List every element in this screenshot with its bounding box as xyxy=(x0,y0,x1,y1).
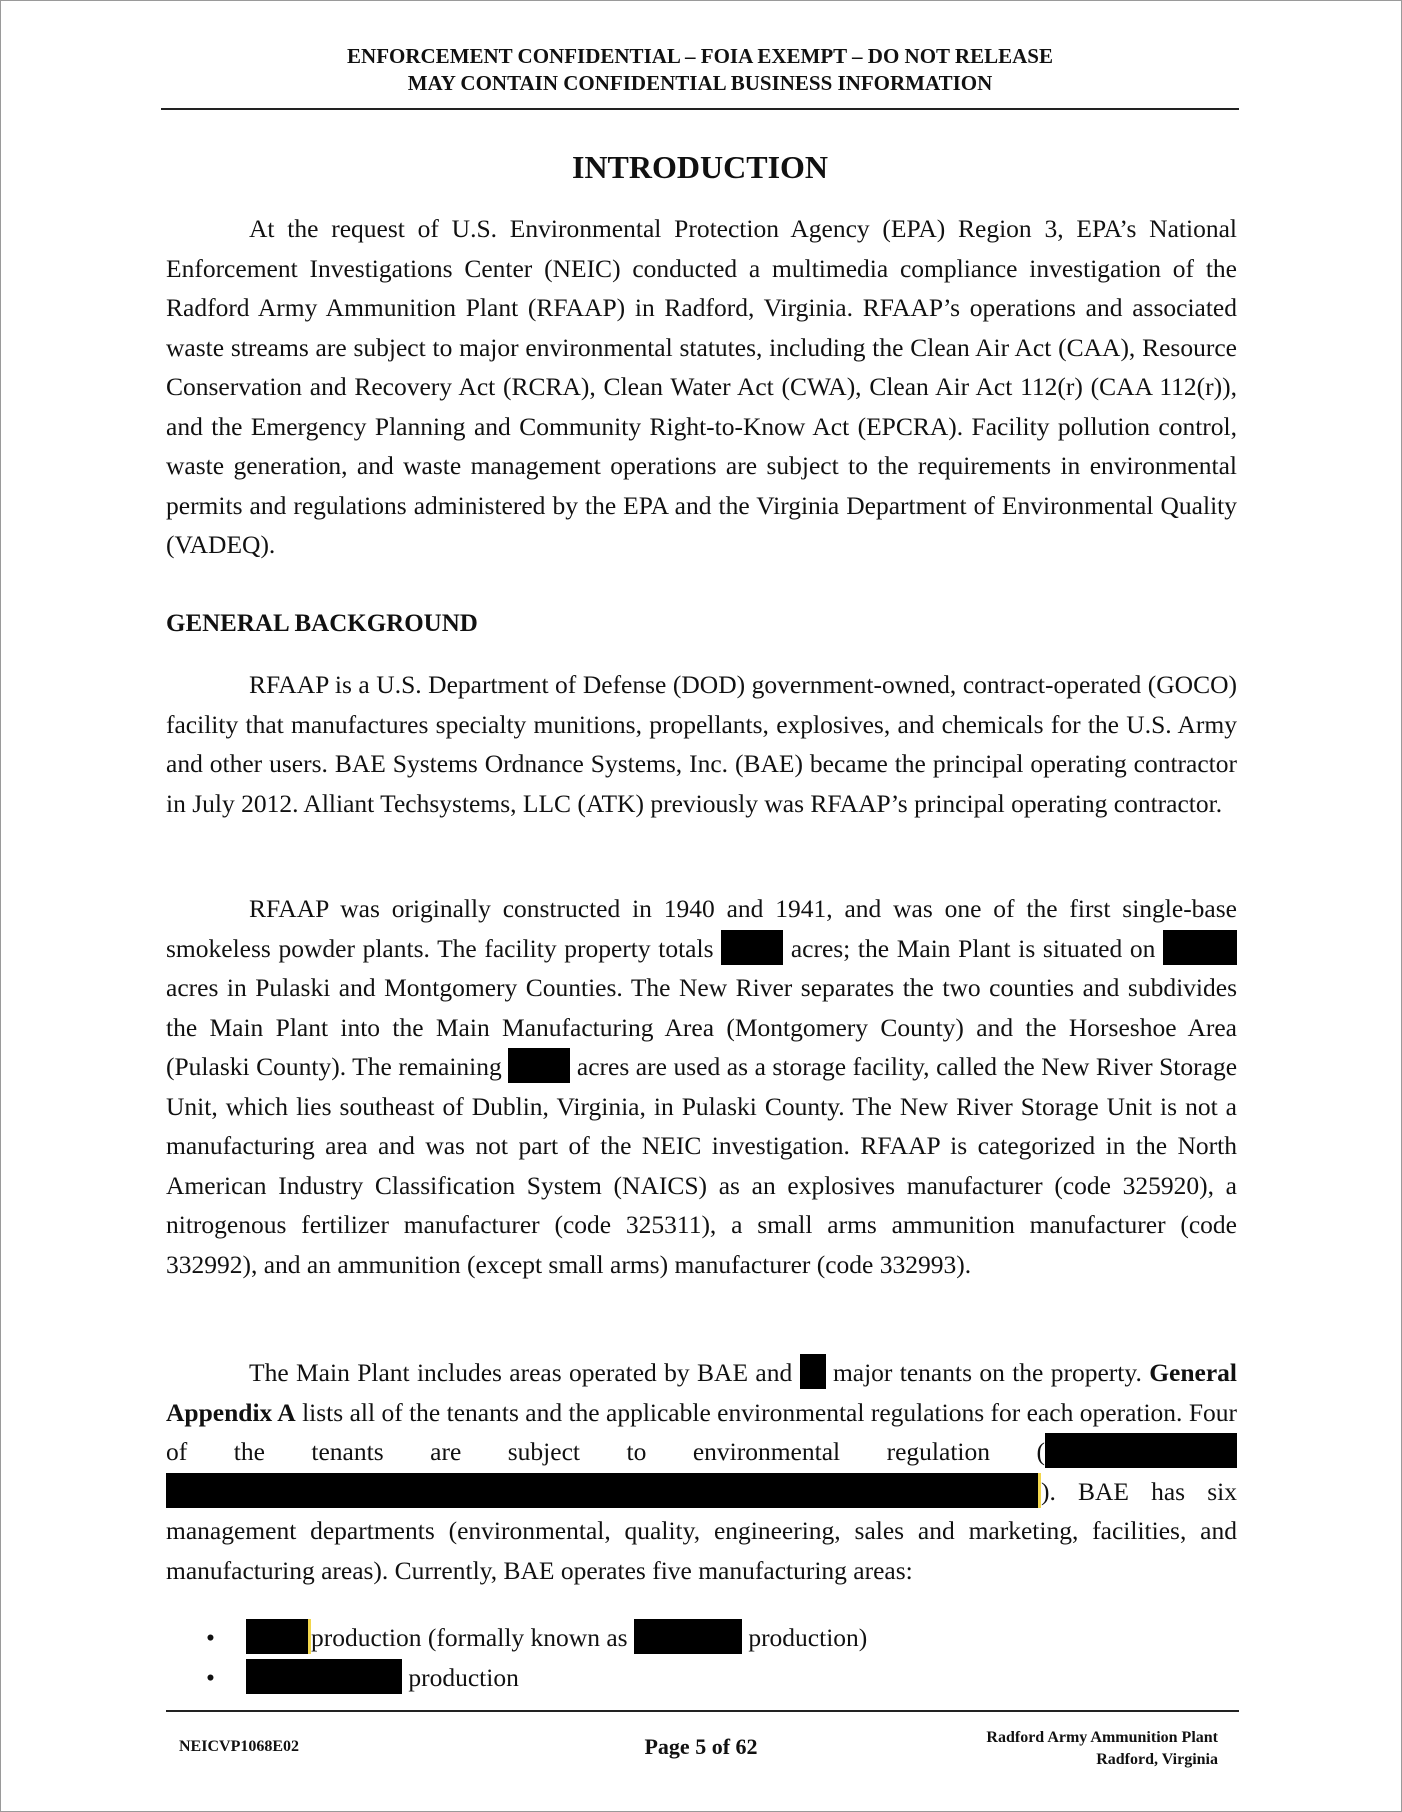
history-section xyxy=(166,889,1237,1284)
background-paragraph: RFAAP is a U.S. Department of Defense (DOD) government-owned, contract-operated (GOCO) facility that manufactures specialty munitions, propellants, explosives, and chemicals for the U.S. Army and other users. BAE Systems Ordnance Systems, Inc. (BAE) became the principal operating contractor in July 2012. Alliant Techsystems, LLC (ATK) previously was RFAAP’s principal operating contractor. xyxy=(166,670,1237,818)
bullet-text-a: production (formally known as xyxy=(311,1623,628,1652)
redaction-block xyxy=(246,1659,402,1694)
site-line-1: Radford Army Ammunition Plant xyxy=(986,1729,1218,1746)
history-text-1: RFAAP was originally constructed in 1940 and 1941, and was one of the first single-base smokeless powder plants. The facility property totals xyxy=(166,894,1237,963)
site-line-2: Radford, Virginia xyxy=(1096,1751,1218,1768)
header-line-2: MAY CONTAIN CONFIDENTIAL BUSINESS INFORMATION xyxy=(407,71,993,95)
tenants-section xyxy=(166,1353,1237,1590)
redaction-block xyxy=(634,1619,742,1654)
history-text-4: acres are used as a storage facility, called the New River Storage Unit, which lies southeast of Dublin, Virginia, in Pulaski County. The New River Storage Unit is not a manufacturing area and was not part of the NEIC investigation. RFAAP is categorized in the North American Industry Classification System (NAICS) as an explosives manufacturer (code 325920), a nitrogenous fertilizer manufacturer (code 325311), a small arms ammunition manufacturer (code 332992), and an ammunition (except small arms) manufacturer (code 332993). xyxy=(166,1052,1238,1279)
tenants-text-4: ). BAE has six management departments (environmental, quality, engineering, sales and marketing, facilities, and manufacturing areas). Currently, BAE operates five manufacturing areas: xyxy=(166,1476,1237,1585)
redaction-block xyxy=(508,1048,570,1083)
document-id: NEICVP1068E02 xyxy=(179,1738,300,1755)
intro-section xyxy=(166,209,1237,565)
redaction-block xyxy=(1163,930,1237,965)
tenants-text-2: major tenants on the property. xyxy=(832,1358,1142,1387)
redaction-block xyxy=(1045,1433,1237,1468)
confidentiality-header xyxy=(161,43,1239,97)
tenants-paragraph xyxy=(166,1353,1237,1590)
section-heading: GENERAL BACKGROUND xyxy=(166,610,478,637)
bullet-text-b: production) xyxy=(748,1623,868,1652)
bullet-icon: • xyxy=(206,1623,215,1652)
manufacturing-areas-list xyxy=(166,1618,1166,1698)
bullet-text-a: production xyxy=(408,1663,519,1692)
redaction-block xyxy=(638,1473,1041,1508)
appendix-reference: General Appendix A xyxy=(166,1358,1238,1427)
redaction-block xyxy=(800,1354,826,1389)
header-line-1: ENFORCEMENT CONFIDENTIAL – FOIA EXEMPT – DO NOT RELEASE xyxy=(347,44,1053,68)
tenants-text-3: lists all of the tenants and the applicable environmental regulations for each operation. Four of the tenants are subject to environmental regulation ( xyxy=(166,1397,1237,1466)
page-number: Page 5 of 62 xyxy=(644,1734,758,1759)
site-name xyxy=(986,1727,1218,1771)
header-rule xyxy=(161,108,1239,110)
redaction-block xyxy=(166,1473,638,1508)
background-section xyxy=(166,665,1237,823)
history-text-3: acres in Pulaski and Montgomery Counties. The New River separates the two counties and subdivides the Main Plant into the Main Manufacturing Area (Montgomery County) and the Horseshoe Area (Pulaski County). The remaining xyxy=(166,973,1237,1081)
bullet-icon: • xyxy=(206,1663,215,1692)
page-title: INTRODUCTION xyxy=(571,149,829,185)
history-paragraph xyxy=(166,889,1237,1284)
redaction-block xyxy=(721,930,783,965)
list-item xyxy=(166,1658,1166,1698)
list-item xyxy=(166,1618,1166,1658)
history-text-2: acres; the Main Plant is situated on xyxy=(790,933,1156,963)
intro-paragraph: At the request of U.S. Environmental Protection Agency (EPA) Region 3, EPA’s National Enforcement Investigations Center (NEIC) conducted a multimedia compliance investigation of the Radford Army Ammunition Plant (RFAAP) in Radford, Virginia. RFAAP’s operations and associated waste streams are subject to major environmental statutes, including the Clean Air Act (CAA), Resource Conservation and Recovery Act (RCRA), Clean Water Act (CWA), Clean Air Act 112(r) (CAA 112(r)), and the Emergency Planning and Community Right-to-Know Act (EPCRA). Facility pollution control, waste generation, and waste management operations are subject to the requirements in environmental permits and regulations administered by the EPA and the Virginia Department of Environmental Quality (VADEQ). xyxy=(166,214,1237,559)
footer-rule xyxy=(166,1710,1239,1712)
redaction-block xyxy=(246,1619,311,1654)
tenants-text-1: The Main Plant includes areas operated by BAE and xyxy=(249,1358,793,1387)
